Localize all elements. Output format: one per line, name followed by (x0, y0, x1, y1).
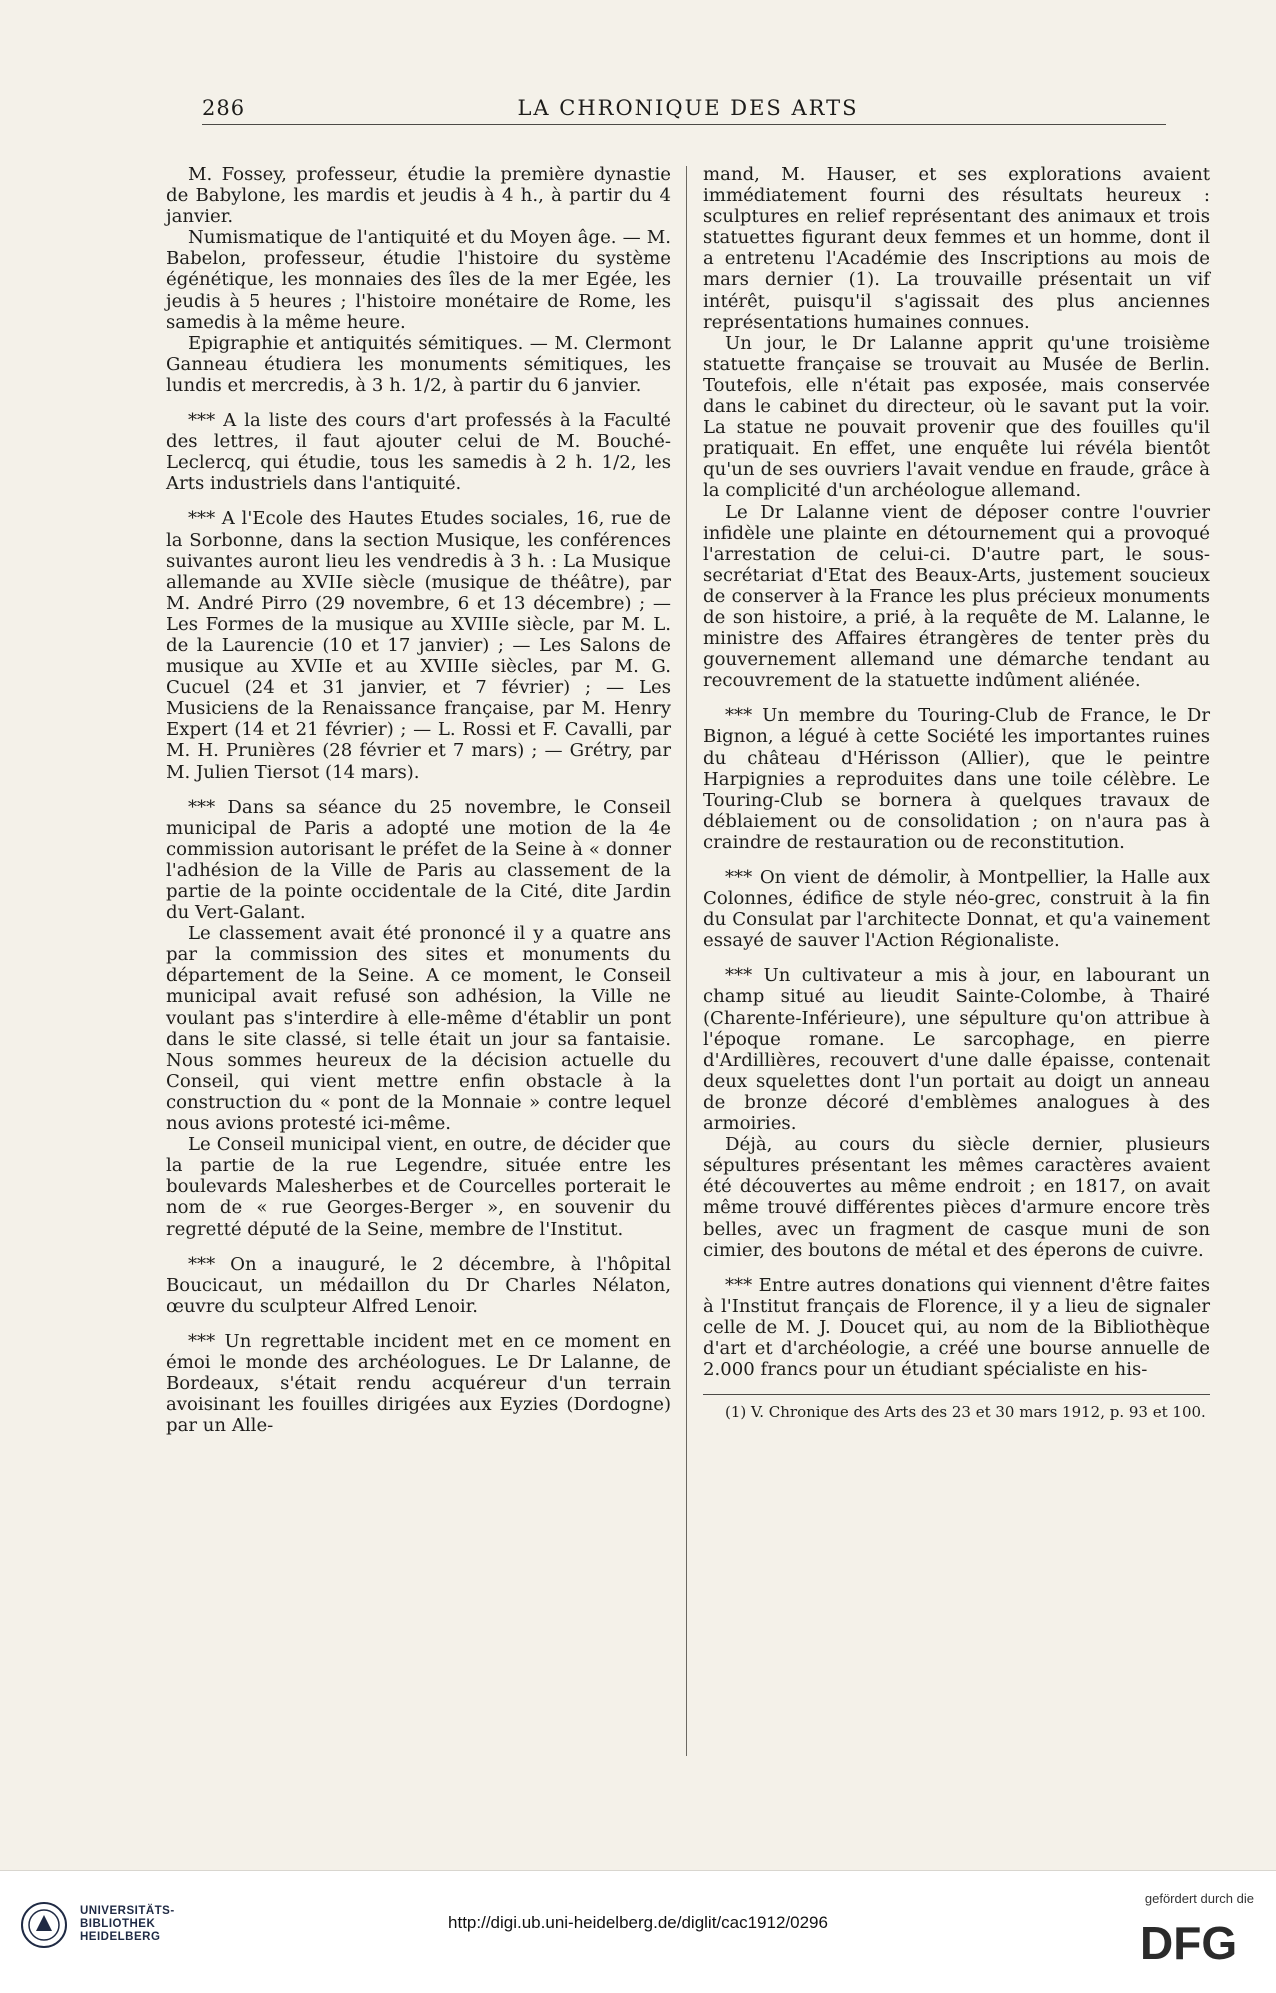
paragraph: *** A la liste des cours d'art professés à la Faculté des lettres, il faut ajouter celui de M. Bouché-Leclercq, qui étudie, tous les samedis à 2 h. 1/2, les Arts industriels dans l'antiquité. (166, 410, 671, 495)
paragraph: Le Conseil municipal vient, en outre, de décider que la partie de la rue Legendre, située entre les boulevards Malesherbes et de Courcelles porterait le nom de « rue Georges-Berger », en souvenir du regretté député de la Seine, membre de l'Institut. (166, 1134, 671, 1240)
paragraph: M. Fossey, professeur, étudie la première dynastie de Babylone, les mardis et jeudis à 4 h., à partir du 4 janvier. (166, 164, 671, 228)
paragraph: Le classement avait été prononcé il y a quatre ans par la commission des sites et monuments du département de la Seine. A ce moment, le Conseil municipal avait refusé son adhésion, la Ville ne voulant pas s'interdire à elle-même d'établir un pont dans le site classé, si telle était un jour sa fantaisie. Nous sommes heureux de la décision actuelle du Conseil, qui vient mettre enfin obstacle à la construction du « pont de la Monnaie » contre lequel nous avions protesté ici-même. (166, 923, 671, 1135)
footnote-rule (703, 1394, 1210, 1395)
paragraph: Epigraphie et antiquités sémitiques. — M. Clermont Ganneau étudiera les monuments sémitiques, les lundis et mercredis, à 3 h. 1/2, à partir du 6 janvier. (166, 332, 671, 396)
paragraph: *** Un membre du Touring-Club de France, le Dr Bignon, a légué à cette Société les importantes ruines du château d'Hérisson (Allier), que le peintre Harpignies a reproduites dans une toile célèbre. Le Touring-Club se bornera à quelques travaux de déblaiement ou de consolidation ; on n'aura pas à craindre de restauration ou de reconstitution. (703, 705, 1210, 853)
right-column (703, 164, 1210, 1421)
paragraph: *** On a inauguré, le 2 décembre, à l'hôpital Boucicaut, un médaillon du Dr Charles Nélaton, œuvre du sculpteur Alfred Lenoir. (166, 1253, 671, 1317)
footnote: (1) V. Chronique des Arts des 23 et 30 mars 1912, p. 93 et 100. (725, 1403, 1206, 1422)
paragraph: mand, M. Hauser, et ses explorations avaient immédiatement fourni des résultats heureux : sculptures en relief représentant des animaux et trois statuettes figurant deux femmes et un homme, dont il a entretenu l'Académie des Inscriptions au mois de mars dernier (1). La trouvaille présentait un vif intérêt, puisqu'il s'agissait des plus anciennes représentations humaines connues. (703, 164, 1210, 333)
paragraph: *** Entre autres donations qui viennent d'être faites à l'Institut français de Florence, il y a lieu de signaler celle de M. J. Doucet qui, au nom de la Bibliothèque d'art et d'archéologie, a créé une bourse annuelle de 2.000 francs pour un étudiant spécialiste en his- (703, 1274, 1210, 1381)
paragraph: Le Dr Lalanne vient de déposer contre l'ouvrier infidèle une plainte en détournement qui a provoqué l'arrestation de celui-ci. D'autre part, le sous-secrétariat d'Etat des Beaux-Arts, justement soucieux de conserver à la France les plus précieux monuments de son histoire, a prié, à la requête de M. Lalanne, le ministre des Affaires étrangères de tenter près du gouvernement allemand une démarche tendant au recouvrement de la statuette indûment aliénée. (703, 501, 1210, 692)
paragraph: *** On vient de démolir, à Montpellier, la Halle aux Colonnes, édifice de style néo-grec, construit à la fin du Consulat par l'architecte Donnat, et qu'a vainement essayé de sauver l'Action Régionaliste. (703, 867, 1210, 952)
paragraph: Déjà, au cours du siècle dernier, plusieurs sépultures présentant les mêmes caractères avaient été découvertes au même endroit ; en 1817, on avait même trouvé différentes pièces d'armure encore très belles, avec un fragment de casque muni de son cimier, des boutons de métal et des éperons de cuivre. (703, 1134, 1210, 1261)
dfg-logo-icon (1140, 1917, 1258, 1965)
funded-by-label: gefördert durch die (1144, 1891, 1254, 1906)
digitization-footer (0, 1870, 1276, 1993)
running-head (170, 96, 1206, 130)
svg-text:DFG: DFG (1140, 1917, 1238, 1965)
left-column (166, 164, 671, 1436)
paragraph: *** A l'Ecole des Hautes Etudes sociales, 16, rue de la Sorbonne, dans la section Musique, les conférences suivantes auront lieu les vendredis à 3 h. : La Musique allemande au XVIIe siècle (musique de théâtre), par M. André Pirro (29 novembre, 6 et 13 décembre) ; — Les Formes de la musique au XVIIIe siècle, par M. L. de la Laurencie (10 et 17 janvier) ; — Les Salons de musique au XVIIe et au XVIIIe siècles, par M. G. Cucuel (24 et 31 janvier, et 7 février) ; — Les Musiciens de la Renaissance française, par M. Henry Expert (14 et 21 février) ; — L. Rossi et F. Cavalli, par M. H. Prunières (28 février et 7 mars) ; — Grétry, par M. Julien Tiersot (14 mars). (166, 508, 671, 783)
permalink-url[interactable]: http://digi.ub.uni-heidelberg.de/diglit/cac1912/0296 (448, 1913, 828, 1932)
paragraph: *** Dans sa séance du 25 novembre, le Conseil municipal de Paris a adopté une motion de la 4e commission autorisant le préfet de la Seine à « donner l'adhésion de la Ville de Paris au classement de la partie de la pointe occidentale de la Cité, dite Jardin du Vert-Galant. (166, 796, 671, 924)
paragraph: Un jour, le Dr Lalanne apprit qu'une troisième statuette française se trouvait au Musée de Berlin. Toutefois, elle n'était pas exposée, mais conservée dans le cabinet du directeur, où le savant put la voir. La statue ne pouvait provenir que des fouilles qu'il pratiquait. En effet, une enquête lui révéla bientôt qu'un de ses ouvriers l'avait vendue en fraude, grâce à la complicité d'un archéologue allemand. (703, 332, 1210, 502)
paragraph: *** Un regrettable incident met en ce moment en émoi le monde des archéologues. Le Dr Lalanne, de Bordeaux, s'était rendu acquéreur d'un terrain avoisinant les fouilles dirigées aux Eyzies (Dordogne) par un Alle- (166, 1330, 671, 1437)
university-library-name: UNIVERSITÄTS- BIBLIOTHEK HEIDELBERG (80, 1905, 175, 1943)
column-divider (686, 166, 687, 1756)
journal-title: LA CHRONIQUE DES ARTS (517, 96, 859, 120)
paragraph: *** Un cultivateur a mis à jour, en labourant un champ situé au lieudit Sainte-Colombe, à Thairé (Charente-Inférieure), une sépulture qu'on attribue à l'époque romane. Le sarcophage, en pierre d'Ardillières, recouvert d'une dalle épaisse, contenait deux squelettes dont l'un portait au doigt un anneau de bronze décoré d'emblèmes analogues à des armoiries. (703, 965, 1210, 1135)
header-rule (202, 124, 1166, 125)
page-number: 286 (202, 96, 246, 120)
paragraph: Numismatique de l'antiquité et du Moyen âge. — M. Babelon, professeur, étudie l'histoire du système égénétique, les monnaies des îles de la mer Egée, les jeudis à 5 heures ; l'histoire monétaire de Rome, les samedis à la même heure. (166, 227, 671, 333)
